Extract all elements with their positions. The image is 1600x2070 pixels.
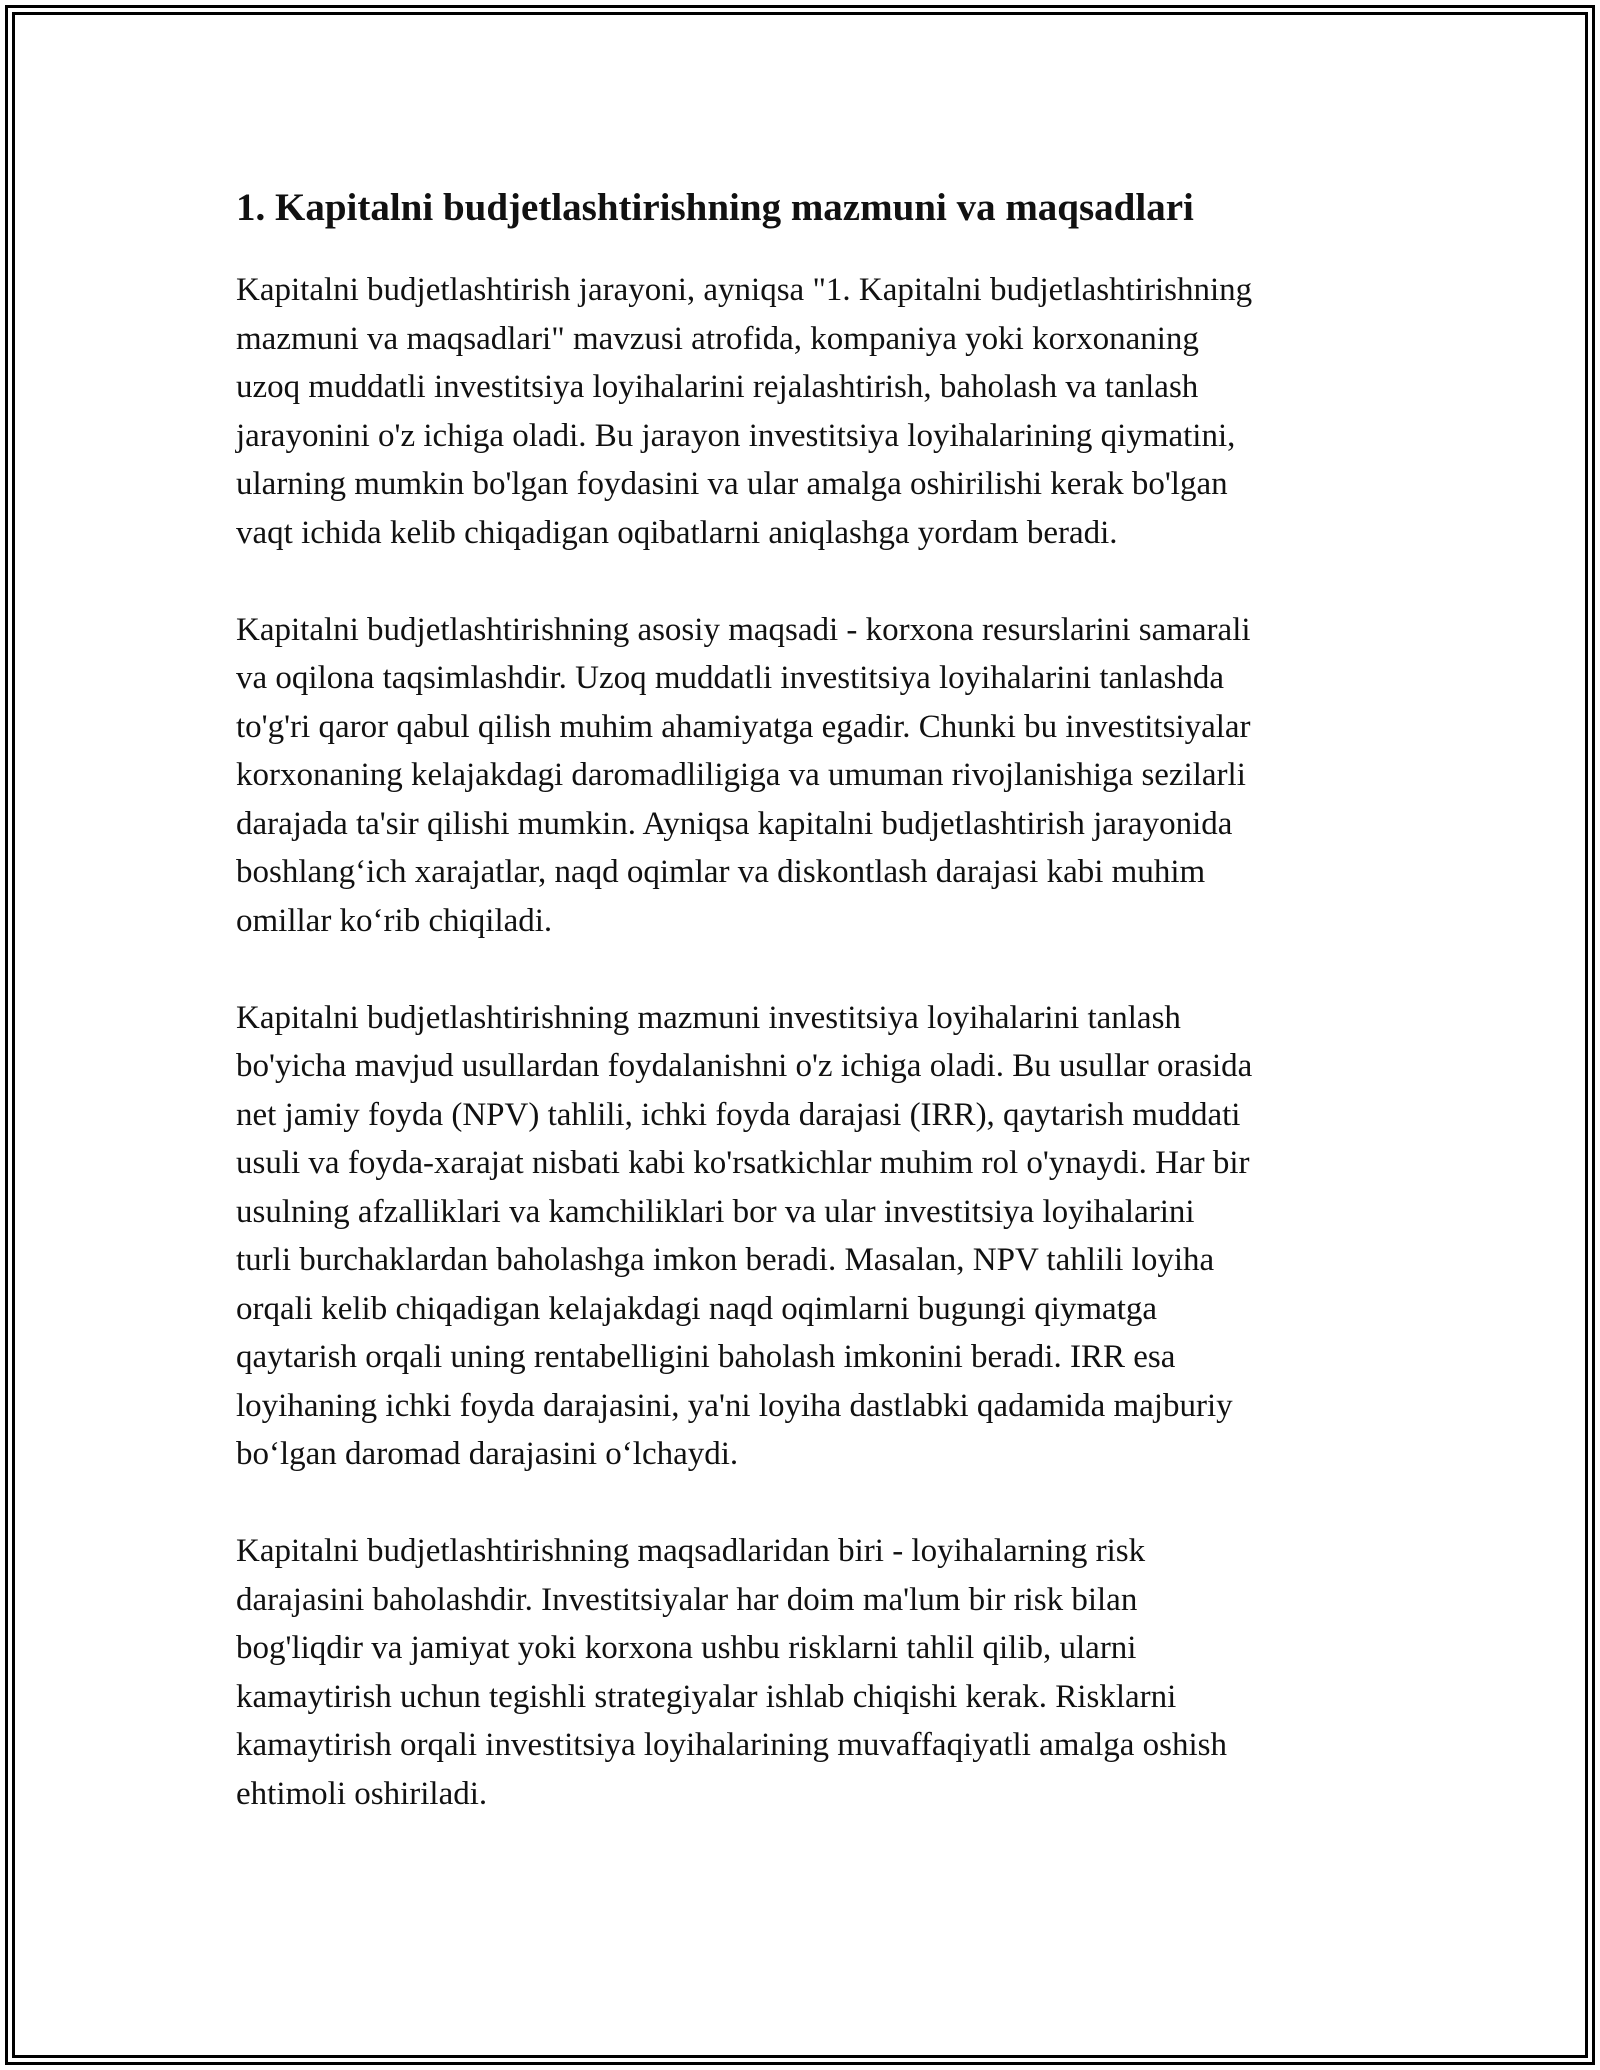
text-line: qaytarish orqali uning rentabelligini baholash imkonini beradi. IRR esa [236,1339,1176,1375]
text-line: usuli va foyda-xarajat nisbati kabi ko'rsatkichlar muhim rol o'ynaydi. Har bir [236,1145,1250,1181]
paragraph-1 [236,266,1366,557]
text-line: vaqt ichida kelib chiqadigan oqibatlarni aniqlashga yordam beradi. [236,514,1118,551]
text-line: jarayonini o'z ichiga oladi. Bu jarayon investitsiya loyihalarining qiymatini, [236,417,1236,454]
text-line: bog'liqdir va jamiyat yoki korxona ushbu risklarni tahlil qilib, ularni [236,1630,1137,1666]
text-line: kamaytirish uchun tegishli strategiyalar ishlab chiqishi kerak. Risklarni [236,1678,1177,1715]
paragraph-4 [236,1527,1366,1818]
text-line: korxonaning kelajakdagi daromadliligiga va umuman rivojlanishiga sezilarli [236,757,1246,793]
text-line: uzoq muddatli investitsiya loyihalarini rejalashtirish, baholash va tanlash [236,369,1199,405]
text-line: boshlang‘ich xarajatlar, naqd oqimlar va diskontlash darajasi kabi muhim [236,854,1206,890]
text-line: omillar ko‘rib chiqiladi. [236,902,553,939]
text-line: darajada ta'sir qilishi mumkin. Ayniqsa kapitalni budjetlashtirish jarayonida [236,805,1233,842]
text-line: Kapitalni budjetlashtirishning asosiy maqsadi - korxona resurslarini samarali [236,611,1251,648]
paragraph-2 [236,606,1366,946]
text-line: bo‘lgan daromad darajasini o‘lchaydi. [236,1436,739,1472]
text-line: va oqilona taqsimlashdir. Uzoq muddatli investitsiya loyihalarini tanlashda [236,660,1224,696]
text-line: turli burchaklardan baholashga imkon beradi. Masalan, NPV tahlili loyiha [236,1242,1215,1278]
text-line: mazmuni va maqsadlari" mavzusi atrofida, kompaniya yoki korxonaning [236,320,1199,357]
text-line: darajasini baholashdir. Investitsiyalar har doim ma'lum bir risk bilan [236,1581,1138,1618]
text-line: net jamiy foyda (NPV) tahlili, ichki foyda darajasi (IRR), qaytarish muddati [236,1096,1241,1133]
text-line: usulning afzalliklari va kamchiliklari bor va ular investitsiya loyihalarini [236,1193,1195,1230]
text-line: to'g'ri qaror qabul qilish muhim ahamiyatga egadir. Chunki bu investitsiyalar [236,708,1251,745]
text-line: orqali kelib chiqadigan kelajakdagi naqd oqimlarni bugungi qiymatga [236,1290,1158,1327]
text-line: Kapitalni budjetlashtirish jarayoni, ayniqsa "1. Kapitalni budjetlashtirishning [236,272,1253,308]
paragraph-3 [236,994,1366,1479]
text-line: loyihaning ichki foyda darajasini, ya'ni loyiha dastlabki qadamida majburiy [236,1387,1233,1424]
text-line: ehtimoli oshiriladi. [236,1775,488,1812]
text-line: bo'yicha mavjud usullardan foydalanishni o'z ichiga oladi. Bu usullar orasida [236,1048,1253,1084]
text-line: Kapitalni budjetlashtirishning mazmuni investitsiya loyihalarini tanlash [236,999,1181,1036]
text-line: ularning mumkin bo'lgan foydasini va ular amalga oshirilishi kerak bo'lgan [236,466,1228,502]
document-title: 1. Kapitalni budjetlashtirishning mazmuni va maqsadlari [236,186,1194,229]
text-line: Kapitalni budjetlashtirishning maqsadlaridan biri - loyihalarning risk [236,1533,1146,1569]
text-line: kamaytirish orqali investitsiya loyihalarining muvaffaqiyatli amalga oshish [236,1727,1228,1763]
document-body [236,184,1366,1818]
